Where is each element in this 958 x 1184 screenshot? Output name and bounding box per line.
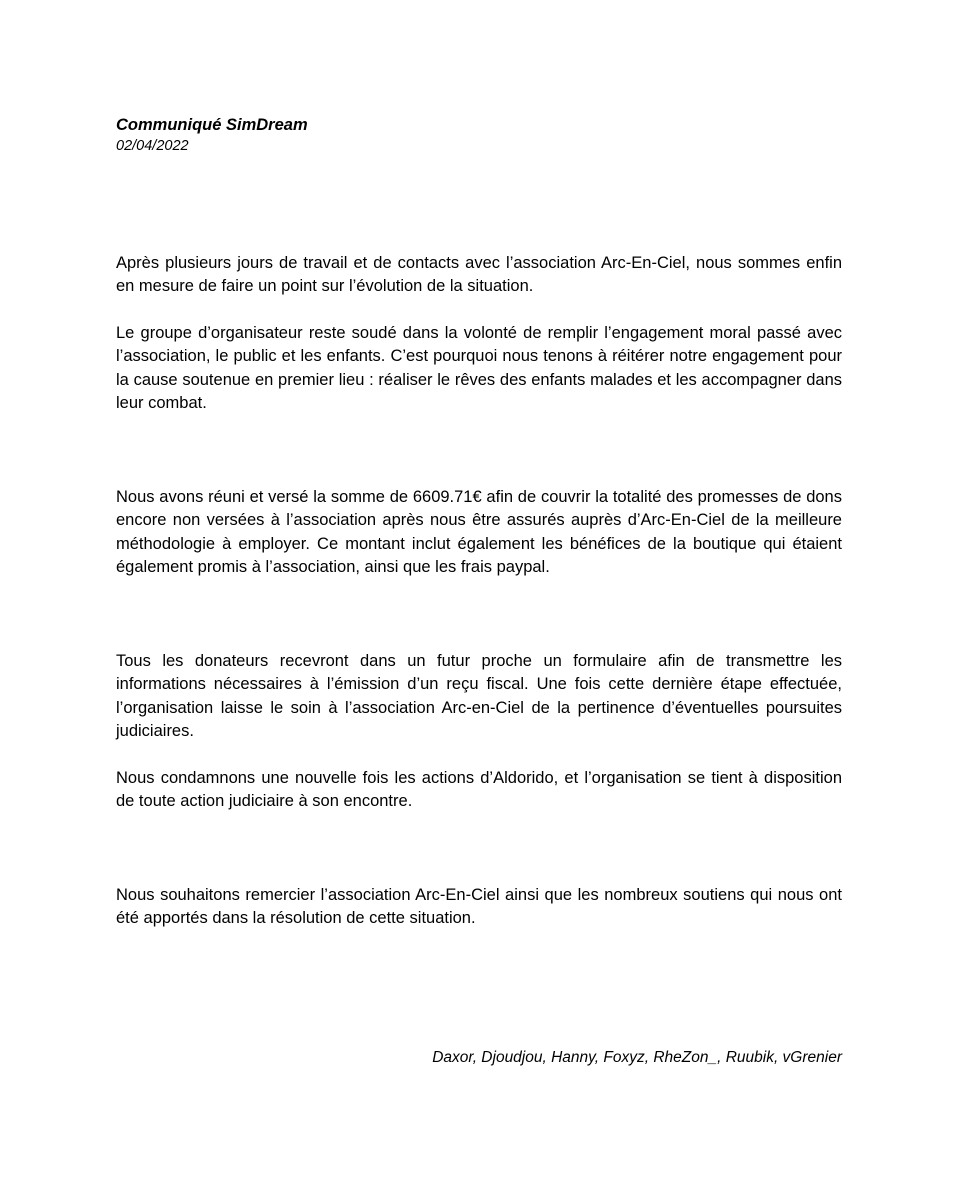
paragraph-donation: Nous avons réuni et versé la somme de 6609.71€ afin de couvrir la totalité des promesses de dons encore non versées à l’association après nous être assurés auprès d’Arc-En-Ciel de la meilleure méthodologie à employer. Ce montant inclut également les bénéfices de la boutique qui étaient également promis à l’association, ainsi que les frais paypal.: [116, 488, 842, 576]
paragraph-intro: Après plusieurs jours de travail et de contacts avec l’association Arc-En-Ciel, nous sommes enfin en mesure de faire un point sur l’évolution de la situation.: [116, 254, 842, 296]
document-header: [116, 114, 842, 156]
paragraph-commitment: Le groupe d’organisateur reste soudé dans la volonté de remplir l’engagement moral passé avec l’association, le public et les enfants. C’est pourquoi nous tenons à réitérer notre engagement pour la cause soutenue en premier lieu : réaliser le rêves des enfants malades et les accompagner dans leur combat.: [116, 324, 842, 412]
document-title: Communiqué SimDream: [116, 116, 308, 134]
signature: Daxor, Djoudjou, Hanny, Foxyz, RheZon_, Ruubik, vGrenier: [432, 1049, 842, 1066]
paragraph-thanks: Nous souhaitons remercier l’association Arc-En-Ciel ainsi que les nombreux soutiens qui nous ont été apportés dans la résolution de cette situation.: [116, 886, 842, 928]
document-date: 02/04/2022: [116, 138, 189, 154]
paragraph-tax-receipt: Tous les donateurs recevront dans un futur proche un formulaire afin de transmettre les informations nécessaires à l’émission d’un reçu fiscal. Une fois cette dernière étape effectuée, l’organisation laisse le soin à l’association Arc-en-Ciel de la pertinence d’éventuelles poursuites judiciaires.: [116, 652, 842, 740]
paragraph-condemnation: Nous condamnons une nouvelle fois les actions d’Aldorido, et l’organisation se tient à disposition de toute action judiciaire à son encontre.: [116, 769, 842, 811]
